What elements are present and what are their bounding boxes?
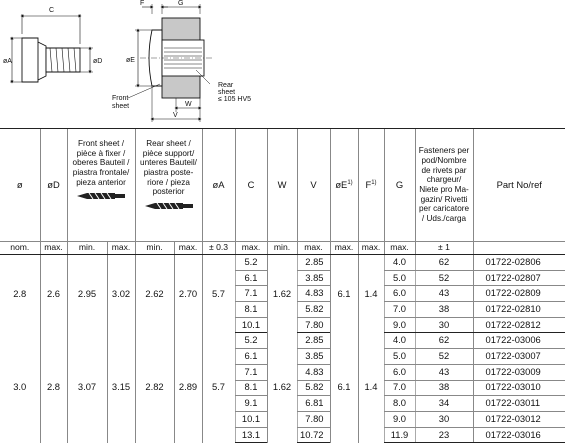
front-sheet-label-line1: Front bbox=[112, 95, 129, 102]
cell-part: 01722-02806 bbox=[473, 255, 565, 271]
cell-g: 11.9 bbox=[384, 427, 415, 443]
cell-a: 5.7 bbox=[202, 255, 235, 333]
cell-v: 2.85 bbox=[297, 333, 330, 349]
cell-fasteners: 43 bbox=[415, 364, 473, 380]
cell-part: 01722-03006 bbox=[473, 333, 565, 349]
header-line: gazin/ Rivetti bbox=[420, 194, 468, 204]
header-line: per caricatore bbox=[418, 204, 470, 214]
header-line: piastra frontale/ bbox=[72, 168, 130, 178]
cell-e: 6.1 bbox=[330, 333, 358, 443]
col-header-a: øA bbox=[202, 129, 235, 242]
rivet-diagram bbox=[0, 0, 565, 128]
cell-v: 7.80 bbox=[297, 411, 330, 427]
drill-icon bbox=[143, 201, 195, 211]
cell-part: 01722-03012 bbox=[473, 411, 565, 427]
col-header-rear-sheet bbox=[135, 129, 202, 242]
cell-fasteners: 38 bbox=[415, 302, 473, 318]
cell-g: 4.0 bbox=[384, 255, 415, 271]
dim-e-label: øE bbox=[126, 57, 135, 64]
cell-c: 13.1 bbox=[235, 427, 267, 443]
cell-g: 6.0 bbox=[384, 286, 415, 302]
cell-part: 01722-03016 bbox=[473, 427, 565, 443]
cell-f: 1.4 bbox=[358, 255, 384, 333]
rear-sheet-header-text bbox=[136, 139, 202, 197]
cell-a: 5.7 bbox=[202, 333, 235, 443]
cell-front-max: 3.15 bbox=[107, 333, 135, 443]
cell-g: 5.0 bbox=[384, 349, 415, 365]
header-line: pieza anterior bbox=[76, 177, 126, 187]
cell-rear-max: 2.89 bbox=[174, 333, 202, 443]
cell-c: 8.1 bbox=[235, 302, 267, 318]
cell-c: 7.1 bbox=[235, 286, 267, 302]
cell-e: 6.1 bbox=[330, 255, 358, 333]
header-line: Fasteners per bbox=[418, 146, 470, 156]
drill-icon bbox=[75, 191, 127, 201]
cell-d: 2.8 bbox=[40, 333, 67, 443]
cell-part: 01722-03007 bbox=[473, 349, 565, 365]
unit-cell: max. bbox=[358, 242, 384, 255]
cell-d: 2.6 bbox=[40, 255, 67, 333]
col-header-w: W bbox=[267, 129, 297, 242]
rear-sheet-label-line2: sheet bbox=[218, 89, 236, 96]
cell-g: 5.0 bbox=[384, 270, 415, 286]
header-line: posterior bbox=[152, 187, 185, 197]
dim-g-label: G bbox=[178, 0, 184, 7]
cell-g: 9.0 bbox=[384, 411, 415, 427]
cell-c: 5.2 bbox=[235, 255, 267, 271]
unit-cell: max. bbox=[107, 242, 135, 255]
cell-fasteners: 38 bbox=[415, 380, 473, 396]
cell-fasteners: 34 bbox=[415, 396, 473, 412]
cell-w: 1.62 bbox=[267, 333, 297, 443]
cell-v: 4.83 bbox=[297, 364, 330, 380]
cell-v: 3.85 bbox=[297, 270, 330, 286]
front-sheet-label-line2: sheet bbox=[112, 103, 130, 110]
cell-fasteners: 62 bbox=[415, 333, 473, 349]
cell-g: 8.0 bbox=[384, 396, 415, 412]
col-header-fasteners bbox=[415, 129, 473, 242]
cell-c: 10.1 bbox=[235, 317, 267, 333]
cell-fasteners: 23 bbox=[415, 427, 473, 443]
header-line: riore / pieza bbox=[147, 177, 190, 187]
rivet-installed-view bbox=[128, 4, 212, 122]
cell-c: 6.1 bbox=[235, 349, 267, 365]
cell-fasteners: 30 bbox=[415, 411, 473, 427]
cell-c: 5.2 bbox=[235, 333, 267, 349]
spec-table bbox=[0, 128, 565, 443]
header-line: de rivets par bbox=[421, 165, 467, 175]
unit-cell: min. bbox=[135, 242, 174, 255]
cell-rear-min: 2.82 bbox=[135, 333, 174, 443]
unit-cell: ± 0.3 bbox=[202, 242, 235, 255]
unit-cell: min. bbox=[67, 242, 107, 255]
cell-front-min: 3.07 bbox=[67, 333, 107, 443]
cell-fasteners: 52 bbox=[415, 270, 473, 286]
cell-fasteners: 62 bbox=[415, 255, 473, 271]
cell-g: 9.0 bbox=[384, 317, 415, 333]
cell-front-max: 3.02 bbox=[107, 255, 135, 333]
cell-rear-max: 2.70 bbox=[174, 255, 202, 333]
unit-cell: max. bbox=[235, 242, 267, 255]
cell-part: 01722-02812 bbox=[473, 317, 565, 333]
cell-g: 4.0 bbox=[384, 333, 415, 349]
table-row bbox=[0, 333, 565, 349]
cell-fasteners: 43 bbox=[415, 286, 473, 302]
cell-part: 01722-02807 bbox=[473, 270, 565, 286]
col-header-f-footnote: 1) bbox=[371, 179, 377, 186]
unit-cell: ± 1 bbox=[415, 242, 473, 255]
header-line: oberes Bauteil / bbox=[72, 158, 130, 168]
header-line: pod/Nombre bbox=[421, 155, 467, 165]
col-header-c: C bbox=[235, 129, 267, 242]
header-line: pièce support/ bbox=[142, 148, 195, 158]
cell-c: 8.1 bbox=[235, 380, 267, 396]
cell-v: 2.85 bbox=[297, 255, 330, 271]
col-header-g: G bbox=[384, 129, 415, 242]
header-line: chargeur/ bbox=[426, 175, 462, 185]
cell-part: 01722-03011 bbox=[473, 396, 565, 412]
cell-part: 01722-03009 bbox=[473, 364, 565, 380]
dim-c-label: C bbox=[49, 7, 55, 14]
header-line: piastra poste- bbox=[143, 168, 194, 178]
cell-c: 7.1 bbox=[235, 364, 267, 380]
dim-f-label: F bbox=[140, 0, 145, 7]
header-line: unteres Bauteil/ bbox=[140, 158, 197, 168]
col-header-v: V bbox=[297, 129, 330, 242]
header-line: Rear sheet / bbox=[146, 139, 191, 148]
cell-dia: 3.0 bbox=[13, 381, 27, 393]
cell-v: 4.83 bbox=[297, 286, 330, 302]
col-header-dia: ø bbox=[0, 129, 40, 242]
rivet-side-view bbox=[10, 14, 93, 82]
cell-fasteners: 30 bbox=[415, 317, 473, 333]
cell-c: 6.1 bbox=[235, 270, 267, 286]
col-header-e-text: øE bbox=[335, 178, 348, 190]
unit-cell: max. bbox=[174, 242, 202, 255]
dim-v-label: V bbox=[173, 112, 178, 119]
header-line: Front sheet / bbox=[78, 139, 124, 148]
cell-fasteners: 52 bbox=[415, 349, 473, 365]
cell-v: 10.72 bbox=[297, 427, 330, 443]
unit-cell: max. bbox=[40, 242, 67, 255]
col-header-f-text: F bbox=[365, 178, 372, 190]
units-row bbox=[0, 242, 565, 255]
cell-g: 7.0 bbox=[384, 380, 415, 396]
cell-c: 10.1 bbox=[235, 411, 267, 427]
cell-f: 1.4 bbox=[358, 333, 384, 443]
col-header-d: øD bbox=[40, 129, 67, 242]
header-line: pièce à fixer / bbox=[76, 148, 126, 158]
front-sheet-header-text bbox=[68, 139, 135, 187]
rear-sheet-label bbox=[218, 82, 251, 103]
col-header-part: Part No/ref bbox=[473, 129, 565, 242]
cell-v: 5.82 bbox=[297, 302, 330, 318]
cell-v: 3.85 bbox=[297, 349, 330, 365]
cell-c: 9.1 bbox=[235, 396, 267, 412]
cell-g: 7.0 bbox=[384, 302, 415, 318]
rear-sheet-label-line1: Rear bbox=[218, 82, 234, 89]
header-row bbox=[0, 129, 565, 242]
unit-cell: nom. bbox=[0, 242, 40, 255]
cell-part: 01722-03010 bbox=[473, 380, 565, 396]
header-line: / Uds./carga bbox=[421, 214, 467, 224]
front-sheet-label bbox=[112, 95, 130, 110]
cell-w: 1.62 bbox=[267, 255, 297, 333]
cell-v: 7.80 bbox=[297, 317, 330, 333]
unit-cell: min. bbox=[267, 242, 297, 255]
unit-cell: max. bbox=[297, 242, 330, 255]
unit-cell: max. bbox=[384, 242, 415, 255]
cell-v: 6.81 bbox=[297, 396, 330, 412]
dim-d-label: øD bbox=[93, 58, 103, 65]
col-header-e bbox=[330, 129, 358, 242]
cell-part: 01722-02810 bbox=[473, 302, 565, 318]
rear-sheet-label-line3: ≤ 105 HV5 bbox=[218, 96, 252, 103]
header-line: Niete pro Ma- bbox=[419, 185, 469, 194]
unit-cell: max. bbox=[330, 242, 358, 255]
cell-dia: 2.8 bbox=[13, 287, 27, 299]
col-header-front-sheet bbox=[67, 129, 135, 242]
fasteners-header-text bbox=[416, 146, 473, 223]
cell-front-min: 2.95 bbox=[67, 255, 107, 333]
cell-rear-min: 2.62 bbox=[135, 255, 174, 333]
col-header-e-footnote: 1) bbox=[347, 179, 353, 186]
unit-cell bbox=[473, 242, 565, 255]
cell-v: 5.82 bbox=[297, 380, 330, 396]
cell-g: 6.0 bbox=[384, 364, 415, 380]
dim-a-label: øA bbox=[3, 58, 12, 65]
col-header-f bbox=[358, 129, 384, 242]
table-row bbox=[0, 255, 565, 271]
dim-w-label: W bbox=[185, 101, 192, 108]
spec-table-body bbox=[0, 255, 565, 443]
cell-part: 01722-02809 bbox=[473, 286, 565, 302]
